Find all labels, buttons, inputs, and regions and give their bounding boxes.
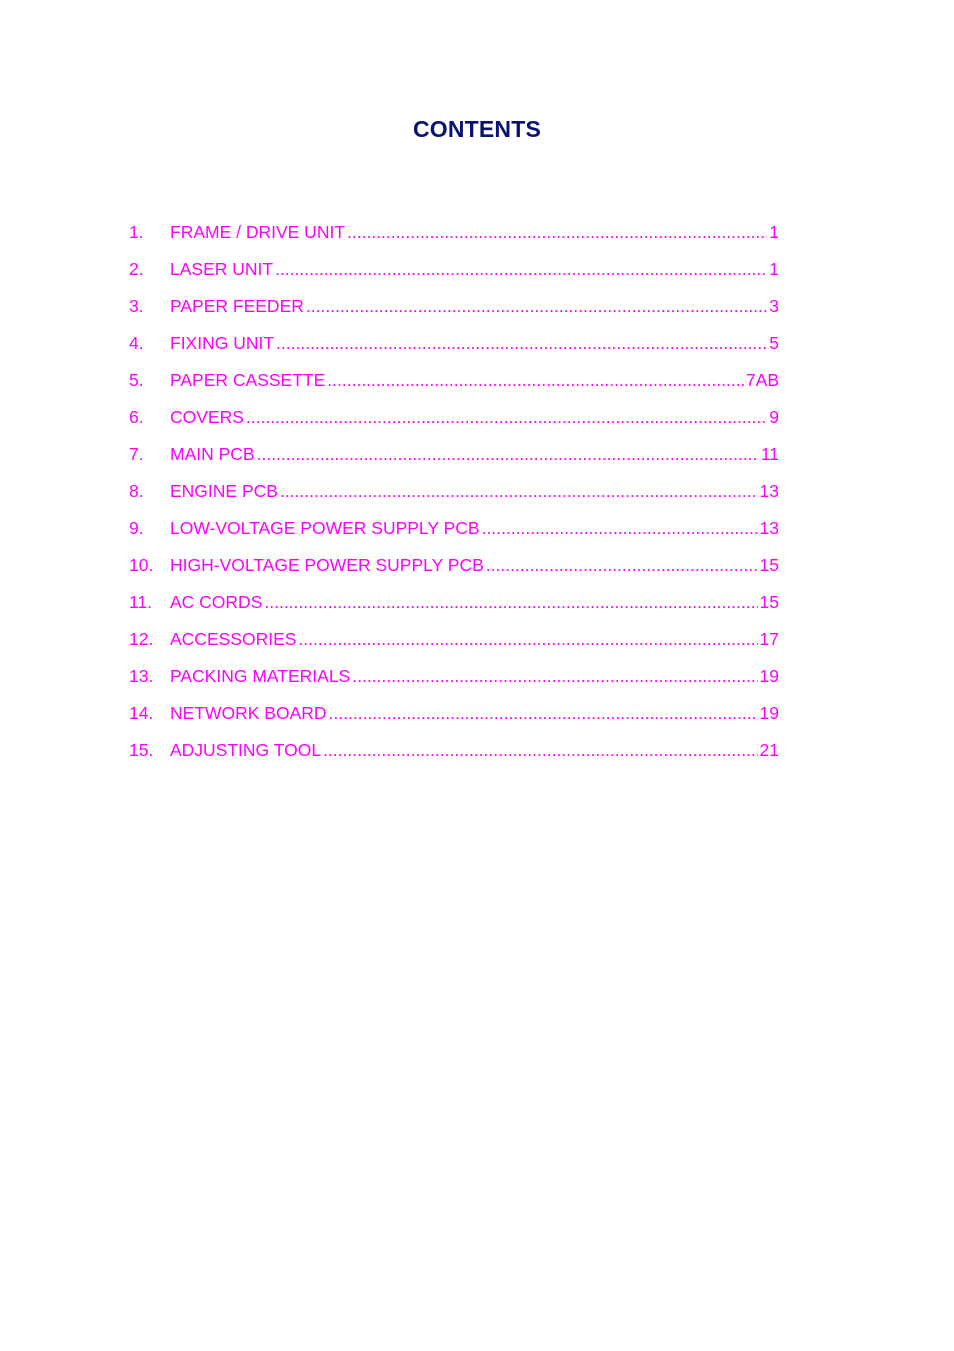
toc-entry-number: 13. <box>129 666 154 686</box>
toc-dot-leader <box>347 222 767 243</box>
toc-entry-page: 21 <box>759 740 779 760</box>
toc-dot-leader <box>486 555 758 576</box>
toc-entry-page: 7AB <box>745 370 779 390</box>
toc-entry-number: 11. <box>129 592 153 612</box>
toc-entry-13[interactable] <box>129 666 779 703</box>
toc-dot-leader <box>264 592 757 613</box>
toc-entry-page: 1 <box>769 222 779 242</box>
toc-entry-number: 2. <box>129 259 144 279</box>
toc-entry-label: COVERS <box>170 407 244 427</box>
toc-entry-page: 13 <box>759 481 779 501</box>
toc-entry-7[interactable] <box>129 444 779 481</box>
toc-entry-page: 9 <box>769 407 779 427</box>
toc-entry-5[interactable] <box>129 370 779 407</box>
toc-entry-number: 4. <box>129 333 144 353</box>
toc-entry-page: 19 <box>759 703 779 723</box>
toc-dot-leader <box>306 296 767 317</box>
toc-entry-label: FRAME / DRIVE UNIT <box>170 222 346 242</box>
toc-entry-number: 12. <box>129 629 154 649</box>
toc-entry-page: 13 <box>759 518 779 538</box>
toc-entry-label: AC CORDS <box>170 592 263 612</box>
toc-entry-label: LASER UNIT <box>170 259 274 279</box>
toc-entry-page: 15 <box>759 592 779 612</box>
toc-dot-leader <box>280 481 758 502</box>
toc-entry-page: 5 <box>769 333 779 353</box>
toc-entry-9[interactable] <box>129 518 779 555</box>
toc-entry-label: NETWORK BOARD <box>170 703 327 723</box>
toc-dot-leader <box>275 259 767 280</box>
toc-entry-label: ENGINE PCB <box>170 481 278 501</box>
toc-dot-leader <box>323 740 757 761</box>
toc-entry-number: 7. <box>129 444 144 464</box>
toc-entry-14[interactable] <box>129 703 779 740</box>
toc-entry-label: PAPER FEEDER <box>170 296 304 316</box>
toc-entry-label: MAIN PCB <box>170 444 255 464</box>
toc-dot-leader <box>482 518 758 539</box>
toc-entry-number: 5. <box>129 370 144 390</box>
toc-dot-leader <box>257 444 759 465</box>
toc-dot-leader <box>327 370 744 391</box>
toc-entry-page: 3 <box>769 296 779 316</box>
toc-entry-label: ACCESSORIES <box>170 629 297 649</box>
toc-entry-label: ADJUSTING TOOL <box>170 740 322 760</box>
toc-entry-6[interactable] <box>129 407 779 444</box>
toc-entry-page: 17 <box>759 629 779 649</box>
toc-dot-leader <box>298 629 757 650</box>
toc-entry-number: 6. <box>129 407 144 427</box>
toc-entry-number: 1. <box>129 222 144 242</box>
toc-dot-leader <box>276 333 767 354</box>
toc-entry-8[interactable] <box>129 481 779 518</box>
toc-entry-15[interactable] <box>129 740 779 777</box>
toc-entry-1[interactable] <box>129 222 779 259</box>
toc-entry-number: 9. <box>129 518 144 538</box>
toc-entry-10[interactable] <box>129 555 779 592</box>
toc-entry-number: 3. <box>129 296 144 316</box>
toc-dot-leader <box>246 407 767 428</box>
toc-entry-3[interactable] <box>129 296 779 333</box>
toc-entry-page: 1 <box>769 259 779 279</box>
toc-entry-number: 15. <box>129 740 154 760</box>
toc-entry-label: PAPER CASSETTE <box>170 370 326 390</box>
toc-dot-leader <box>329 703 758 724</box>
toc-entry-number: 14. <box>129 703 154 723</box>
toc-entry-label: HIGH-VOLTAGE POWER SUPPLY PCB <box>170 555 484 575</box>
toc-entry-4[interactable] <box>129 333 779 370</box>
table-of-contents <box>129 222 779 777</box>
toc-entry-label: LOW-VOLTAGE POWER SUPPLY PCB <box>170 518 480 538</box>
toc-entry-page: 11 <box>760 444 779 464</box>
toc-entry-label: PACKING MATERIALS <box>170 666 351 686</box>
toc-entry-12[interactable] <box>129 629 779 666</box>
toc-entry-page: 15 <box>759 555 779 575</box>
toc-entry-2[interactable] <box>129 259 779 296</box>
toc-entry-label: FIXING UNIT <box>170 333 275 353</box>
toc-entry-11[interactable] <box>129 592 779 629</box>
toc-entry-page: 19 <box>759 666 779 686</box>
toc-dot-leader <box>352 666 757 687</box>
toc-entry-number: 10. <box>129 555 154 575</box>
page-title: CONTENTS <box>412 116 542 142</box>
toc-entry-number: 8. <box>129 481 144 501</box>
